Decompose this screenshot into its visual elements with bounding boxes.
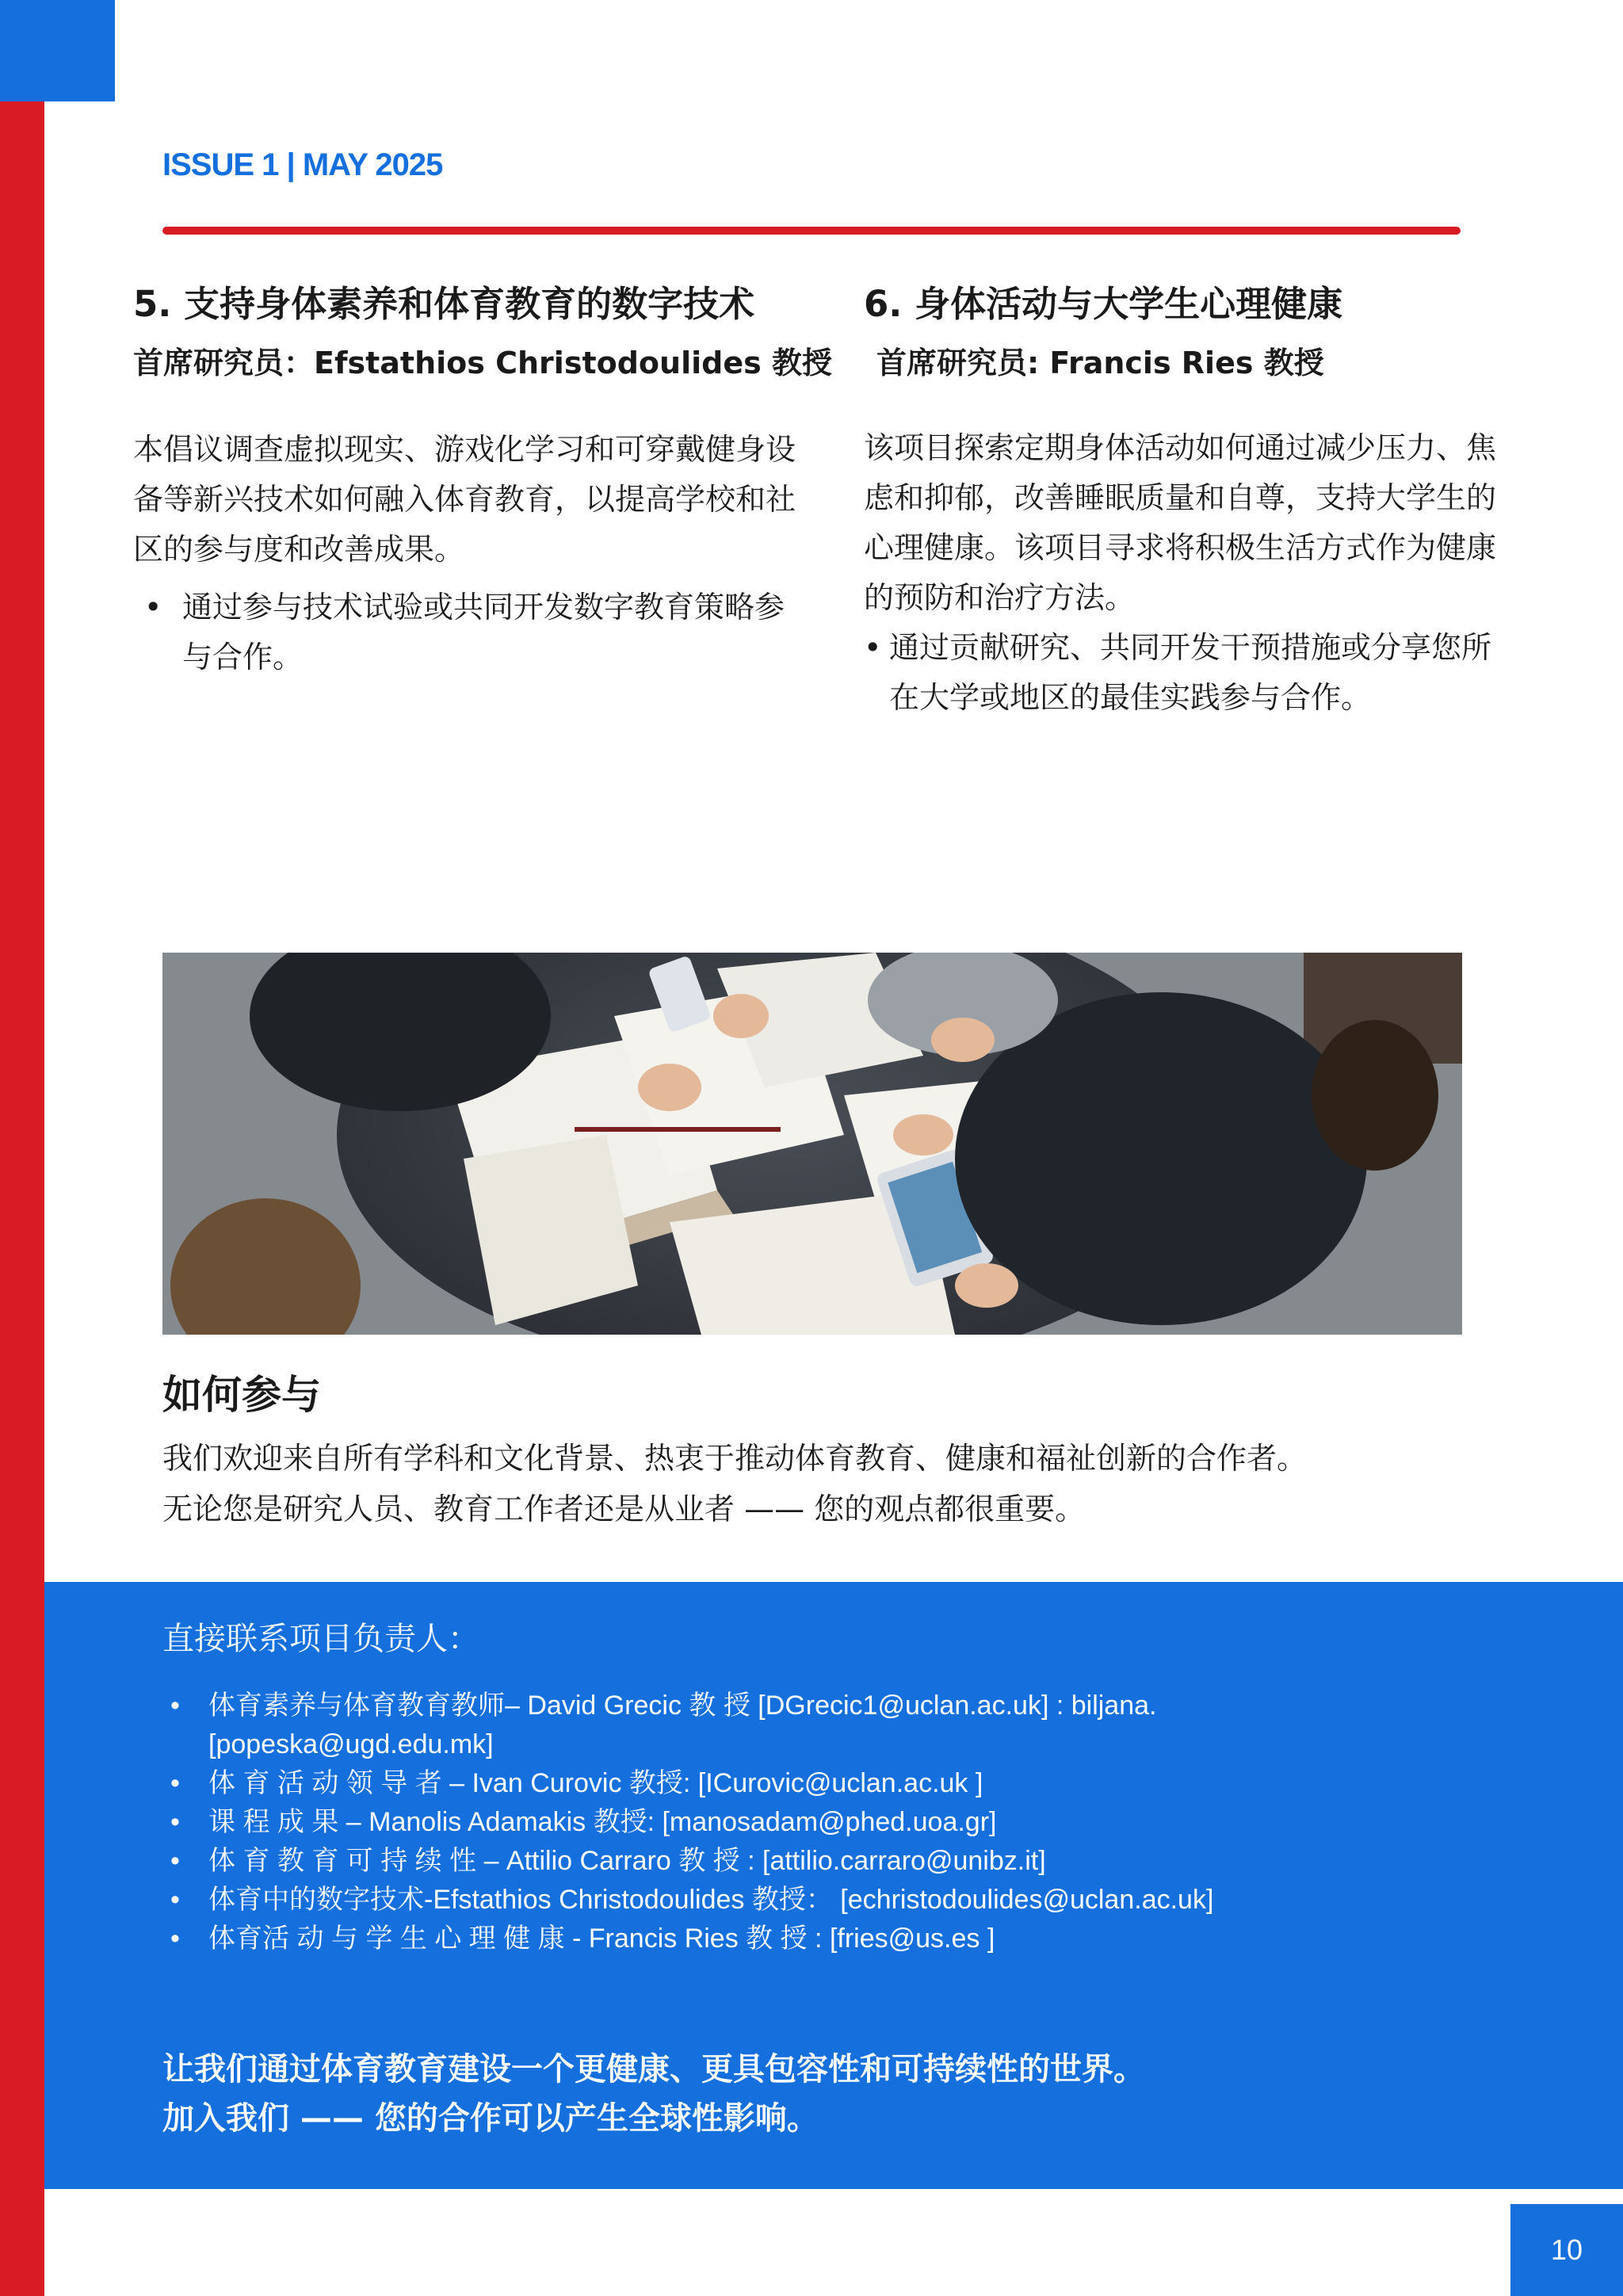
contact-item	[162, 1803, 1351, 1842]
bullet-icon: •	[144, 590, 162, 625]
page-number: 10	[1510, 2204, 1623, 2296]
closing-line: 加入我们 —— 您的合作可以产生全球性影响。	[162, 2100, 819, 2137]
contact-list	[162, 1687, 1351, 1958]
how-to-participate-body	[162, 1433, 1510, 1534]
principal-investigator: 首席研究员：Efstathios Christodoulides 教授	[133, 346, 832, 380]
contact-text: 课 程 成 果 – Manolis Adamakis 教授: [manosadam@phed.uoa.gr]	[208, 1807, 997, 1837]
contact-item	[162, 1764, 1351, 1803]
contact-text: 体育中的数字技术-Efstathios Christodoulides 教授： [echristodoulides@uclan.ac.uk]	[208, 1885, 1214, 1915]
contact-text: 体 育 教 育 可 持 续 性 – Attilio Carraro 教 授 : [attilio.carraro@unibz.it]	[208, 1846, 1046, 1876]
how-to-participate-title: 如何参与	[162, 1372, 321, 1418]
contact-item	[162, 1842, 1351, 1881]
principal-investigator: 首席研究员: Francis Ries 教授	[876, 346, 1324, 380]
contact-text: 体育活 动 与 学 生 心 理 健 康 - Francis Ries 教 授 : [fries@us.es ]	[208, 1924, 995, 1954]
contact-item	[162, 1881, 1351, 1920]
corner-accent-block	[0, 0, 115, 101]
closing-statement	[162, 2045, 1145, 2143]
bullet-icon: •	[864, 630, 882, 665]
list-item-text: 通过参与技术试验或共同开发数字教育策略参与合作。	[182, 590, 785, 674]
closing-line: 让我们通过体育教育建设一个更健康、更具包容性和可持续性的世界。	[162, 2051, 1145, 2088]
bullet-list	[864, 623, 1498, 723]
header-rule	[162, 227, 1461, 235]
list-item-text: 通过贡献研究、共同开发干预措施或分享您所在大学或地区的最佳实践参与合作。	[889, 630, 1492, 715]
bullet-icon: •	[170, 1807, 180, 1837]
issue-label: ISSUE 1 | MAY 2025	[162, 147, 443, 182]
left-accent-bar	[0, 0, 44, 2296]
section-title: 6. 身体活动与大学生心理健康	[864, 283, 1343, 325]
bullet-icon: •	[170, 1885, 180, 1915]
section-digital-tech	[133, 281, 832, 682]
contact-panel	[44, 1582, 1623, 2189]
how-line: 无论您是研究人员、教育工作者还是从业者 —— 您的观点都很重要。	[162, 1492, 1086, 1526]
contact-item	[162, 1920, 1351, 1958]
bullet-icon: •	[170, 1768, 180, 1798]
bullet-icon: •	[170, 1846, 180, 1876]
bullet-icon: •	[170, 1924, 180, 1954]
bullet-icon: •	[170, 1690, 180, 1721]
contact-text: 体 育 活 动 领 导 者 – Ivan Curovic 教授: [ICurovic@uclan.ac.uk ]	[208, 1768, 983, 1798]
team-meeting-photo	[162, 953, 1462, 1335]
section-title: 5. 支持身体素养和体育教育的数字技术	[133, 283, 755, 325]
bullet-list	[133, 583, 811, 682]
list-item	[864, 623, 1498, 723]
section-mental-health	[864, 281, 1498, 723]
list-item	[133, 583, 811, 682]
contact-item	[162, 1687, 1351, 1764]
section-body: 该项目探索定期身体活动如何通过减少压力、焦虑和抑郁，改善睡眠质量和自尊，支持大学生的心理健康。该项目寻求将积极生活方式作为健康的预防和治疗方法。	[864, 430, 1497, 615]
contact-title: 直接联系项目负责人：	[162, 1621, 479, 1657]
how-line: 我们欢迎来自所有学科和文化背景、热衷于推动体育教育、健康和福祉创新的合作者。	[162, 1441, 1308, 1476]
section-body: 本倡议调查虚拟现实、游戏化学习和可穿戴健身设备等新兴技术如何融入体育教育，以提高学校和社区的参与度和改善成果。	[133, 432, 796, 567]
contact-text: 体育素养与体育教育教师– David Grecic 教 授 [DGrecic1@uclan.ac.uk] : biljana.[popeska@ugd.edu.mk]	[208, 1690, 1157, 1759]
